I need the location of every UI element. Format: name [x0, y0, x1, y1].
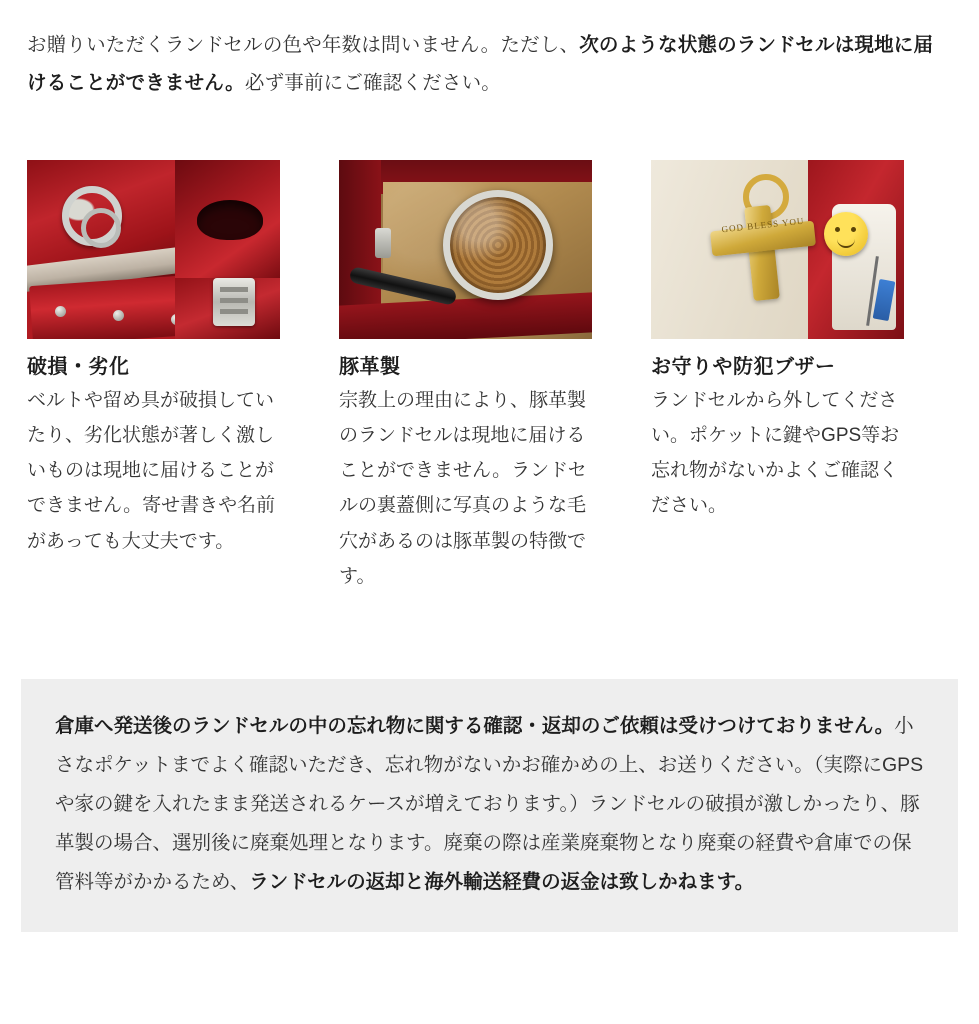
condition-card-damage	[27, 160, 280, 594]
card-body: ベルトや留め具が破損していたり、劣化状態が著しく激しいものは現地に届けることができません。寄せ書きや名前があっても大丈夫です。	[27, 390, 276, 552]
notice-body-text: 小さなポケットまでよく確認いただき、忘れ物がないかお確かめの上、お送りください。（実際にGPSや家の鍵を入れたまま発送されるケースが増えております。）ランドセルの破損が激しかったり、豚革製の場合、選別後に廃棄処理となります。廃棄の際は産業廃棄物となり廃棄の経費や倉庫での保管料等がかかるため、	[55, 715, 924, 893]
condition-cards-row	[0, 160, 979, 594]
lid-clip-shape	[375, 228, 391, 258]
charm-and-security-buzzer-photo	[651, 160, 904, 339]
card-body: ランドセルから外してください。ポケットに鍵やGPS等お忘れ物がないかよくご確認ください。	[651, 390, 900, 517]
card-body: 宗教上の理由により、豚革製のランドセルは現地に届けることができません。ランドセルの裏蓋側に写真のような毛穴があるのは豚革製の特徴です。	[339, 390, 587, 587]
intro-paragraph	[0, 0, 979, 102]
strap-stud-shape	[55, 306, 66, 317]
intro-text-part1: お贈りいただくランドセルの色や年数は問いません。ただし、	[27, 34, 580, 56]
notice-paragraph	[55, 707, 924, 902]
intro-text-bold: 次のような状態のランドセルは現地に届けることができません。	[27, 34, 934, 95]
condition-card-pig-leather	[339, 160, 592, 594]
notice-bold-tail: ランドセルの返却と海外輸送経費の返金は致しかねます。	[249, 871, 755, 893]
card-title: お守りや防犯ブザー	[651, 356, 836, 379]
security-buzzer-shape	[824, 212, 868, 256]
strap-stud-shape	[113, 310, 124, 321]
handle-hole-shape	[197, 200, 263, 240]
damaged-randoseru-photo	[27, 160, 280, 339]
card-title: 破損・劣化	[27, 356, 130, 379]
card-title: 豚革製	[339, 356, 401, 379]
cross-charm-engraving: GOD BLESS YOU	[721, 215, 805, 235]
pig-leather-magnifier-photo	[339, 160, 592, 339]
metal-ring-secondary-shape	[81, 208, 121, 248]
magnifier-lens-shape	[443, 190, 553, 300]
notice-bold-lead: 倉庫へ発送後のランドセルの中の忘れ物に関する確認・返却のご依頼は受けつけておりません。	[55, 715, 895, 737]
intro-text-part2: 必ず事前にご確認ください。	[244, 72, 501, 95]
condition-card-charm	[651, 160, 904, 594]
metal-buckle-shape	[213, 278, 255, 326]
notice-box	[21, 679, 958, 932]
